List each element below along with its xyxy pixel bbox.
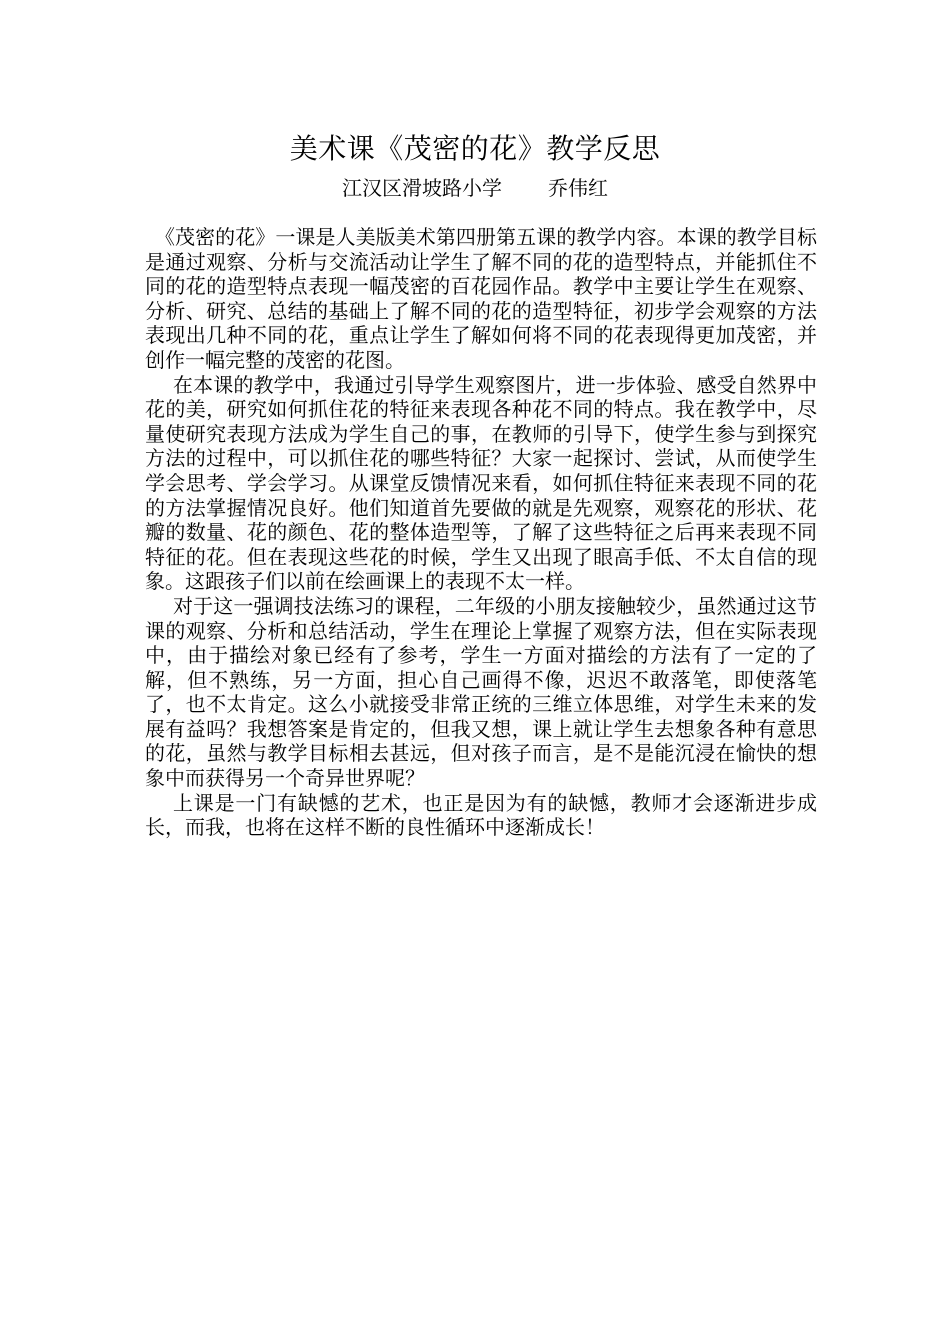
document-title: 美术课《茂密的花》教学反思	[289, 132, 661, 165]
paragraph-3: 对于这一强调技法练习的课程，二年级的小朋友接触较少，虽然通过这节课的观察、分析和总结活动，学生在理论上掌握了观察方法，但在实际表现中，由于描绘对象已经有了参考，学生一方面对描绘的方法有了一定的了解，但不熟练，另一方面，担心自己画得不像，迟迟不敢落笔，即使落笔了，也不太肯定。这么小就接受非常正统的三维立体思维，对学生未来的发展有益吗？我想答案是肯定的，但我又想，课上就让学生去想象各种有意思的花，虽然与教学目标相去甚远，但对孩子而言，是不是能沉浸在愉快的想象中而获得另一个奇异世界呢？	[145, 593, 817, 791]
paragraph-2: 在本课的教学中，我通过引导学生观察图片，进一步体验、感受自然界中花的美，研究如何抓住花的特征来表现各种花不同的特点。我在教学中，尽量使研究表现方法成为学生自己的事，在教师的引导下，使学生参与到探究方法的过程中，可以抓住花的哪些特征？大家一起探讨、尝试，从而使学生学会思考、学会学习。从课堂反馈情况来看，如何抓住特征来表现不同的花的方法掌握情况良好。他们知道首先要做的就是先观察，观察花的形状、花瓣的数量、花的颜色、花的整体造型等，了解了这些特征之后再来表现不同特征的花。但在表现这些花的时候，学生又出现了眼高手低、不太自信的现象。这跟孩子们以前在绘画课上的表现不太一样。	[145, 372, 817, 594]
document-body	[145, 225, 817, 840]
author-school: 江汉区滑坡路小学	[342, 176, 502, 200]
author-name: 乔伟红	[548, 176, 608, 200]
paragraph-1: 《茂密的花》一课是人美版美术第四册第五课的教学内容。本课的教学目标是通过观察、分析与交流活动让学生了解不同的花的造型特点，并能抓住不同的花的造型特点表现一幅茂密的百花园作品。教学中主要让学生在观察、分析、研究、总结的基础上了解不同的花的造型特征，初步学会观察的方法表现出几种不同的花，重点让学生了解如何将不同的花表现得更加茂密，并创作一幅完整的茂密的花图。	[145, 225, 817, 372]
author-line	[0, 175, 950, 201]
paragraph-4: 上课是一门有缺憾的艺术，也正是因为有的缺憾，教师才会逐渐进步成长，而我，也将在这样不断的良性循环中逐渐成长！	[145, 790, 817, 840]
